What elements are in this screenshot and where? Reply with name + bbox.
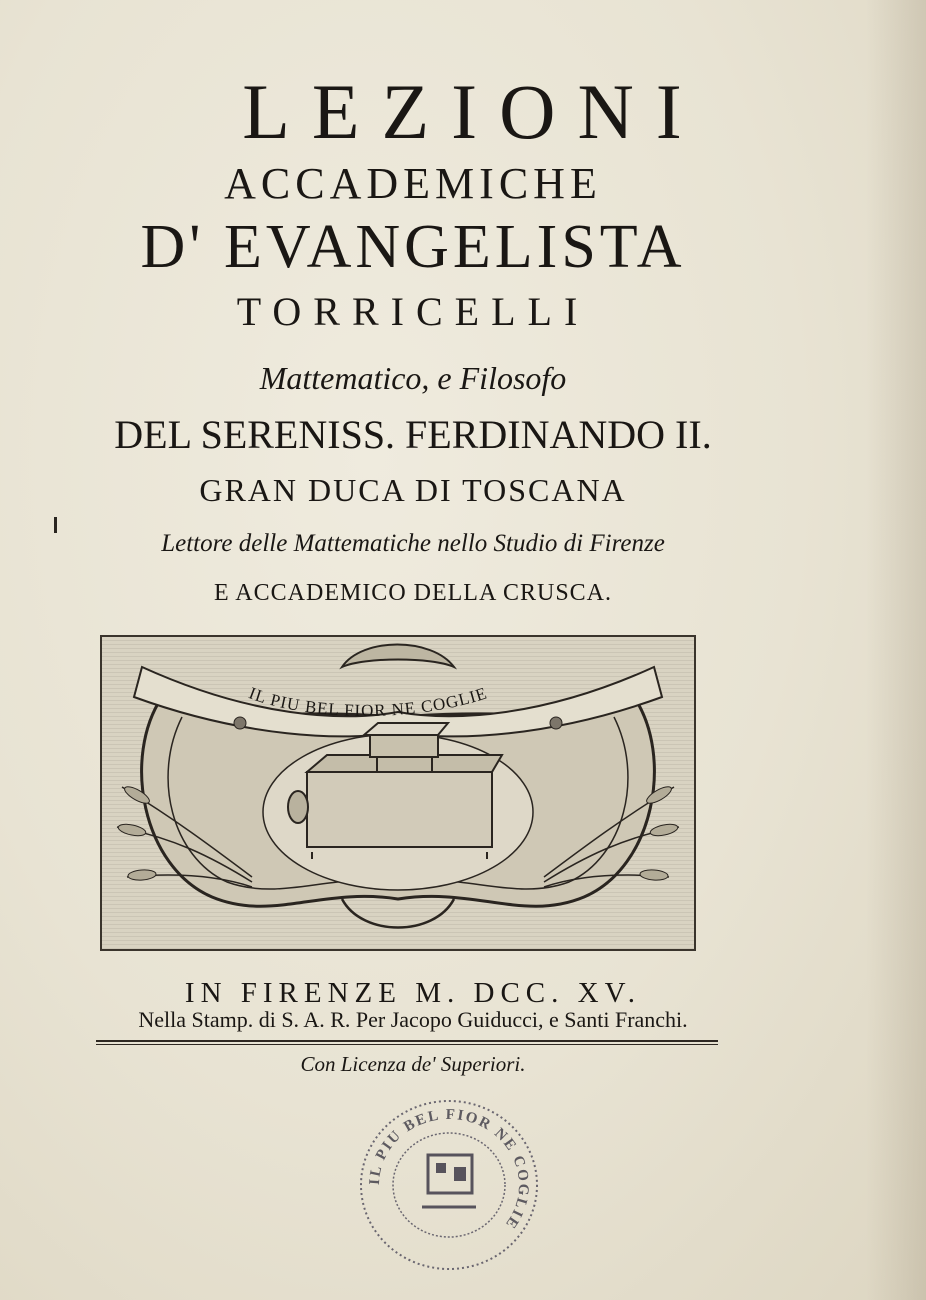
lecturer-line: Lettore delle Mattematiche nello Studio di Firenze — [161, 530, 665, 557]
title-line-accademiche: ACCADEMICHE — [224, 159, 602, 208]
imprint-license: Con Licenza de' Superiori. — [300, 1052, 526, 1076]
title-line-author-first: D' EVANGELISTA — [140, 213, 686, 281]
author-role-line: Mattematico, e Filosofo — [259, 360, 567, 396]
emblem-motto: IL PIU BEL FIOR NE COGLIE — [246, 683, 490, 720]
imprint-place-date: IN FIRENZE M. DCC. XV. — [184, 977, 642, 1009]
library-stamp — [356, 1097, 542, 1273]
crusca-emblem-engraving — [100, 635, 696, 951]
imprint-printer: Nella Stamp. di S. A. R. Per Jacopo Guiducci, e Santi Franchi. — [138, 1007, 688, 1032]
stamp-text: IL PIU BEL FIOR NE COGLIE — [366, 1106, 532, 1233]
title-line-author-last: TORRICELLI — [236, 289, 590, 334]
stamp-seal-icon — [356, 1097, 542, 1273]
double-rule-divider — [96, 1040, 718, 1045]
emblem-illustration — [102, 637, 694, 949]
academy-line: E ACCADEMICO DELLA CRUSCA. — [213, 580, 613, 606]
patron-title-line: GRAN DUCA DI TOSCANA — [199, 472, 627, 508]
patron-line: DEL SERENISS. FERDINANDO II. — [114, 412, 712, 457]
title-line-lezioni: LEZIONI — [242, 68, 704, 155]
